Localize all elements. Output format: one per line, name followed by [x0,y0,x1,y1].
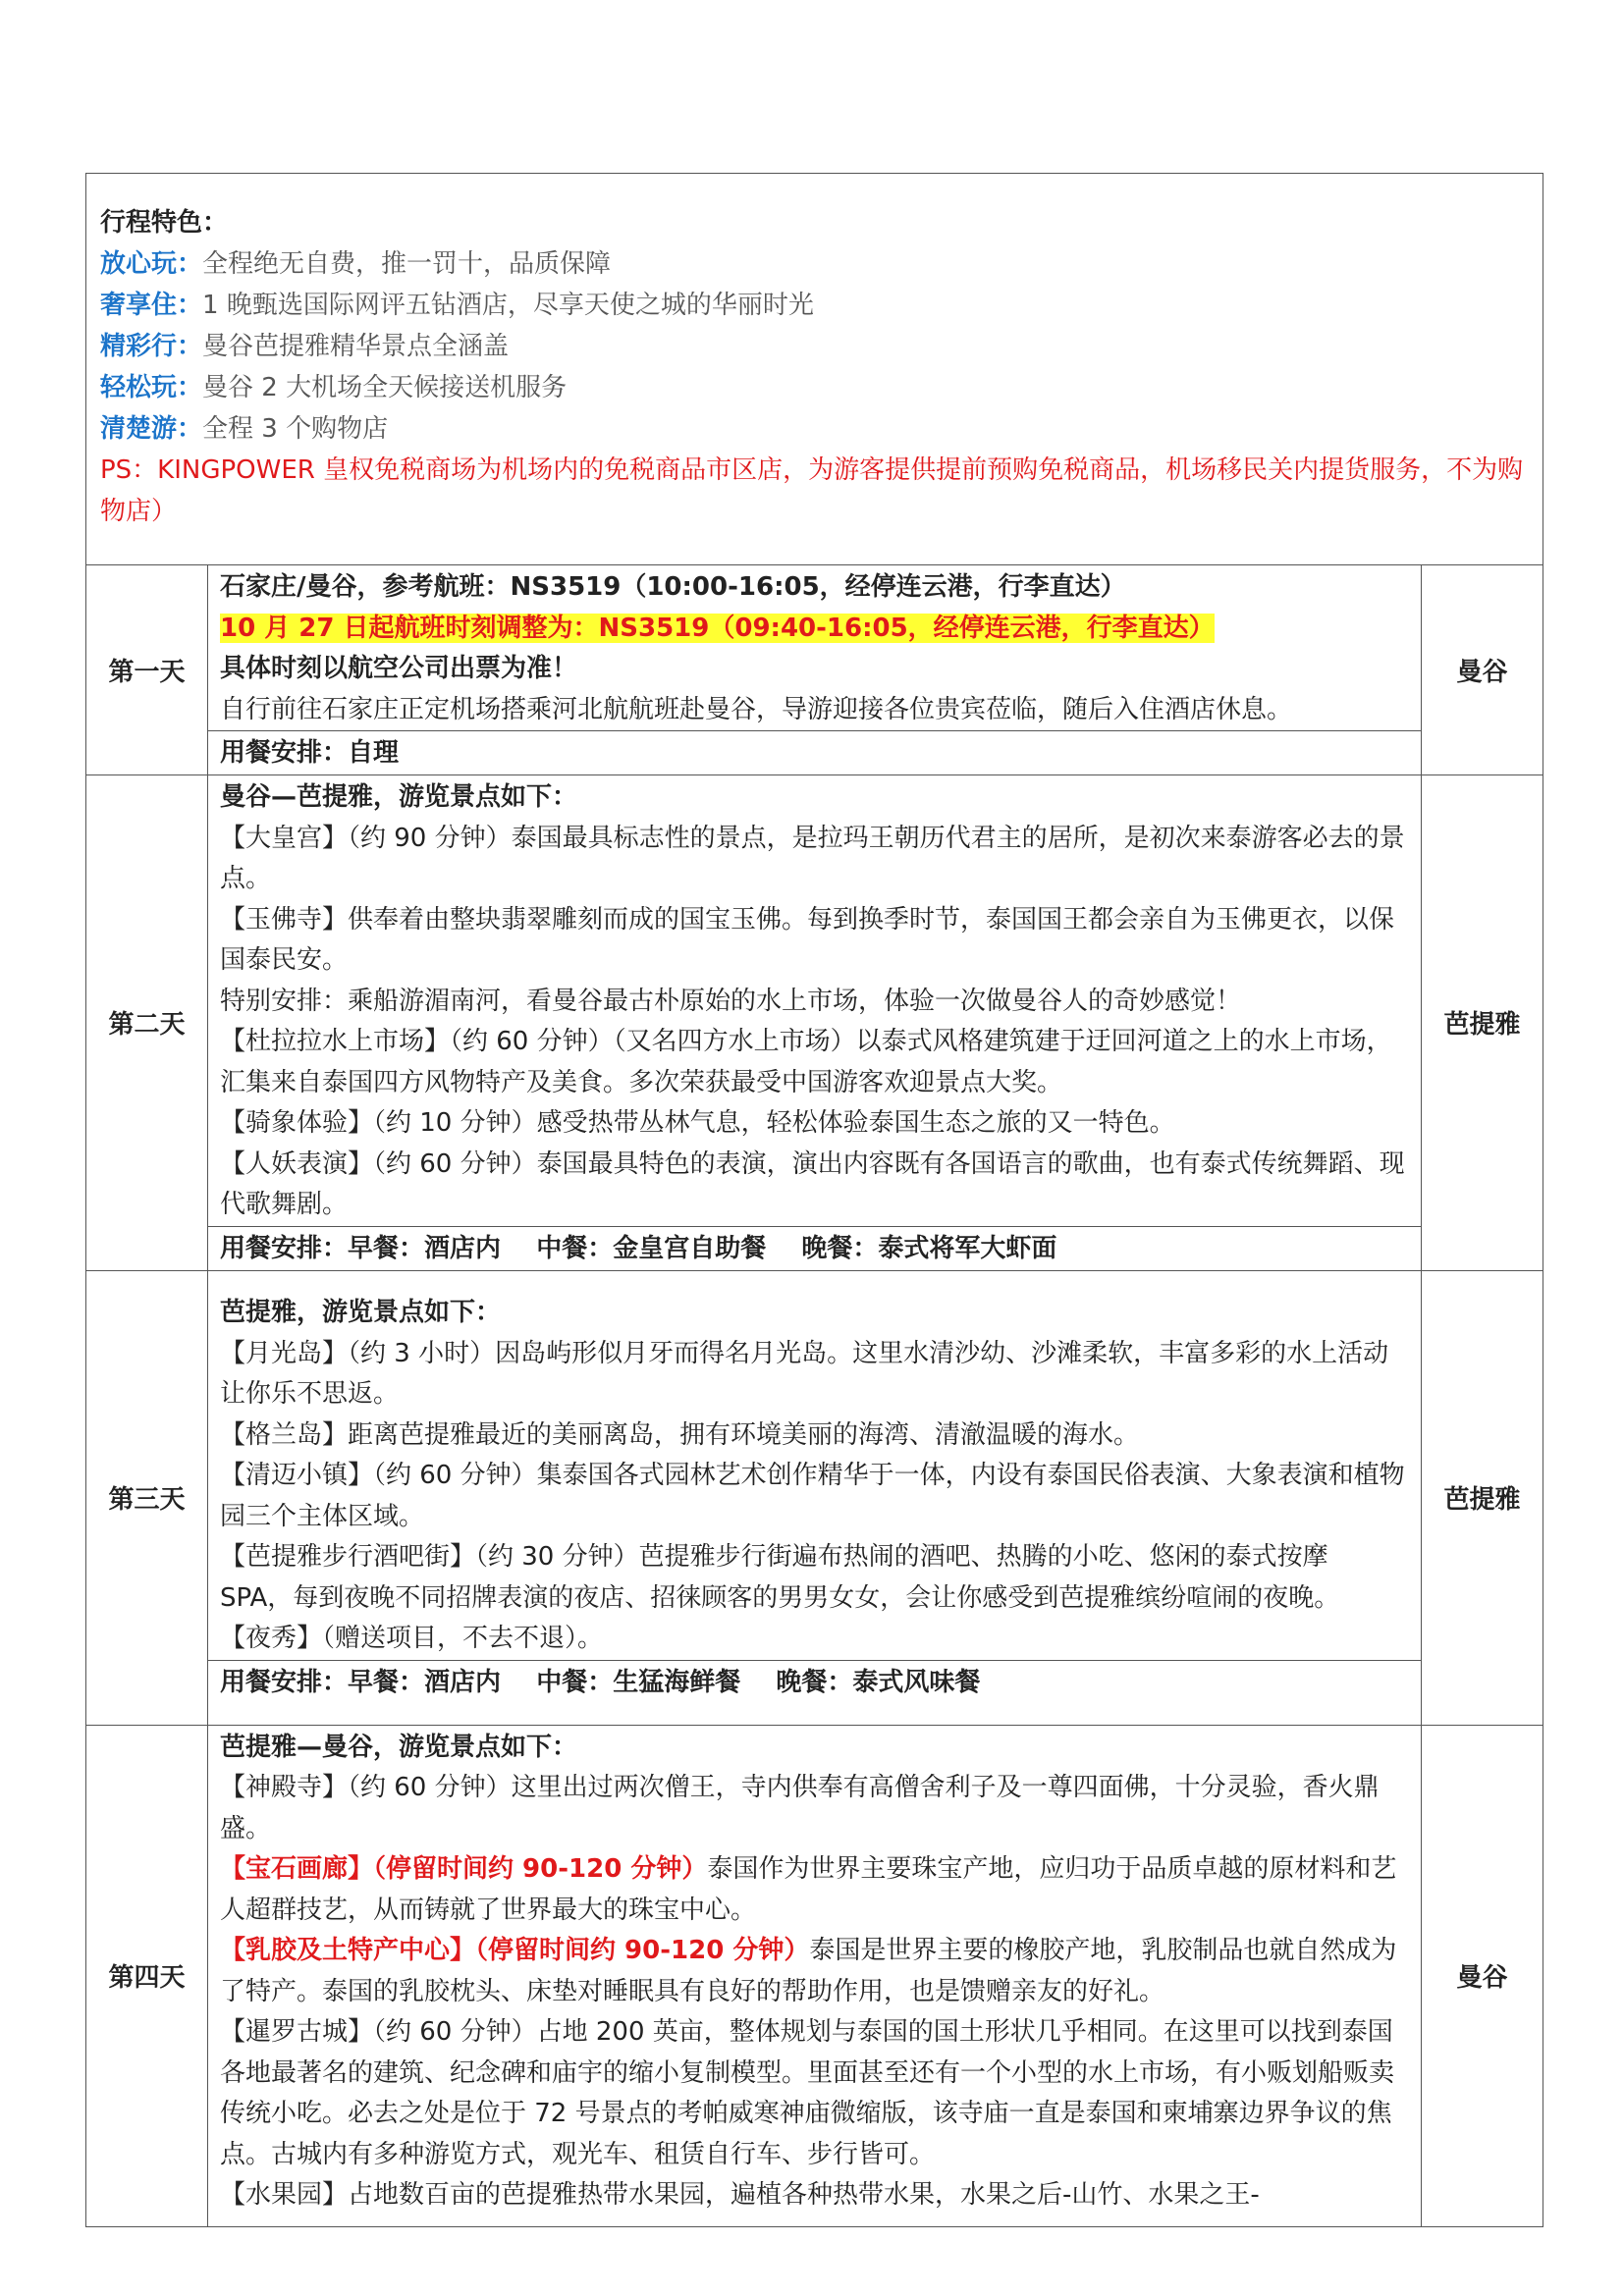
flight-disclaimer: 具体时刻以航空公司出票为准！ [220,654,578,683]
day-heading: 芭提雅，游览景点如下： [220,1298,502,1328]
day-description: 自行前往石家庄正定机场搭乘河北航航班赴曼谷，导游迎接各位贵宾莅临，随后入住酒店休息。 [220,694,1293,724]
day-location: 芭提雅 [1422,775,1543,1271]
day-heading: 芭提雅—曼谷，游览景点如下： [220,1732,578,1762]
day-label: 第一天 [86,565,208,775]
shop-desc: 泰国作为世界主要珠宝产地，应归功于品质卓越的原材料和艺人超群技艺，从而铸就了世界最大的珠宝中心。 [220,1854,1397,1925]
day-content-body [208,1726,1421,2224]
day-location: 曼谷 [1422,1725,1543,2226]
flight-change-text: 10 月 27 日起航班时刻调整为：NS3519（09:40-16:05，经停连云港，行李直达） [220,613,1215,643]
spot-paragraph: 【夜秀】（赠送项目，不去不退）。 [220,1624,604,1654]
day-content-body [208,1291,1421,1660]
spot-paragraph: 【神殿寺】（约 60 分钟）这里出过两次僧王，寺内供奉有高僧舍利子及一尊四面佛，十分灵验，香火鼎盛。 [220,1773,1380,1843]
feature-item: 奢享住：1 晚甄选国际网评五钻酒店，尽享天使之城的华丽时光 [100,291,814,320]
spot-paragraph: 【月光岛】（约 3 小时）因岛屿形似月牙而得名月光岛。这里水清沙幼、沙滩柔软，丰富多彩的水上活动让你乐不思返。 [220,1338,1389,1410]
day-heading: 曼谷—芭提雅，游览景点如下： [220,782,578,812]
day-row-3 [86,1270,1543,1725]
meal-info: 用餐安排：自理 [208,730,1421,774]
ps-note: PS：KINGPOWER 皇权免税商场为机场内的免税商品市区店，为游客提供提前预购免税商品，机场移民关内提货服务，不为购物店） [100,455,1524,526]
itinerary-page [85,173,1543,2227]
day-content-body [208,775,1421,1226]
shopping-paragraph [220,1931,1409,2012]
day-row-1 [86,565,1543,775]
day-row-4 [86,1725,1543,2226]
day-label: 第四天 [86,1725,208,2226]
day-label: 第三天 [86,1270,208,1725]
shop-name: 【宝石画廊】（停留时间约 90-120 分钟） [220,1854,708,1884]
features-cell [86,174,1543,565]
feature-item: 精彩行：曼谷芭提雅精华景点全涵盖 [100,332,510,361]
flight-change-note [220,609,1409,650]
spot-paragraph: 【芭提雅步行酒吧街】（约 30 分钟）芭提雅步行街遍布热闹的酒吧、热腾的小吃、悠闲的泰式按摩 SPA，每到夜晚不同招牌表演的夜店、招徕顾客的男男女女，会让你感受到芭提雅缤纷喧闹的夜晚。 [220,1542,1340,1613]
meal-info: 用餐安排：早餐：酒店内 中餐：金皇宫自助餐 晚餐：泰式将军大虾面 [208,1226,1421,1270]
day-location: 曼谷 [1422,565,1543,775]
shop-desc: 泰国是世界主要的橡胶产地，乳胶制品也就自然成为了特产。泰国的乳胶枕头、床垫对睡眠具有良好的帮助作用，也是馈赠亲友的好礼。 [220,1936,1397,2006]
itinerary-table [85,173,1543,2227]
spot-paragraph: 【清迈小镇】（约 60 分钟）集泰国各式园林艺术创作精华于一体，内设有泰国民俗表演、大象表演和植物园三个主体区域。 [220,1461,1405,1531]
day-label: 第二天 [86,775,208,1271]
shopping-paragraph [220,1849,1409,1931]
spot-paragraph: 【杜拉拉水上市场】（约 60 分钟）（又名四方水上市场）以泰式风格建筑建于迂回河道之上的水上市场，汇集来自泰国四方风物特产及美食。多次荣获最受中国游客欢迎景点大奖。 [220,1027,1392,1097]
day-location: 芭提雅 [1422,1270,1543,1725]
spot-paragraph: 【人妖表演】（约 60 分钟）泰国最具特色的表演，演出内容既有各国语言的歌曲，也有泰式传统舞蹈、现代歌舞剧。 [220,1148,1405,1219]
day-row-2 [86,775,1543,1271]
spot-paragraph: 【大皇宫】（约 90 分钟）泰国最具标志性的景点，是拉玛王朝历代君主的居所，是初次来泰游客必去的景点。 [220,823,1405,893]
spot-paragraph: 【暹罗古城】（约 60 分钟）占地 200 英亩，整体规划与泰国的国土形状几乎相同。在这里可以找到泰国各地最著名的建筑、纪念碑和庙宇的缩小复制模型。里面甚至还有一个小型的水上市场，有小贩划船贩卖传统小吃。必去之处是位于 72 号景点的考帕威寒神庙微缩版，该寺庙一直是泰国和柬埔寨边界争议的焦点。古城内有多种游览方式，观光车、租赁自行车、步行皆可。 [220,2017,1395,2169]
spot-paragraph: 特别安排：乘船游湄南河，看曼谷最古朴原始的水上市场，体验一次做曼谷人的奇妙感觉！ [220,986,1242,1016]
feature-item: 放心玩：全程绝无自费，推一罚十，品质保障 [100,249,612,279]
flight-info: 石家庄/曼谷，参考航班：NS3519（10:00-16:05，经停连云港，行李直达） [220,572,1126,602]
day-content [208,565,1422,775]
day-content-body [208,565,1421,730]
day-content [208,775,1422,1271]
day-content [208,1725,1422,2226]
spot-paragraph: 【水果园】占地数百亩的芭提雅热带水果园，遍植各种热带水果，水果之后-山竹、水果之王- [220,2180,1260,2210]
feature-item: 轻松玩：曼谷 2 大机场全天候接送机服务 [100,373,568,402]
spot-paragraph: 【格兰岛】距离芭提雅最近的美丽离岛，拥有环境美丽的海湾、清澈温暖的海水。 [220,1419,1140,1450]
shop-name: 【乳胶及土特产中心】（停留时间约 90-120 分钟） [220,1936,810,1965]
feature-item: 清楚游：全程 3 个购物店 [100,414,389,444]
spot-paragraph: 【骑象体验】（约 10 分钟）感受热带丛林气息，轻松体验泰国生态之旅的又一特色。 [220,1108,1175,1138]
features-row [86,174,1543,565]
day-content [208,1270,1422,1725]
features-title: 行程特色： [100,208,229,238]
meal-info: 用餐安排：早餐：酒店内 中餐：生猛海鲜餐 晚餐：泰式风味餐 [208,1660,1421,1704]
spot-paragraph: 【玉佛寺】供奉着由整块翡翠雕刻而成的国宝玉佛。每到换季时节，泰国国王都会亲自为玉佛更衣，以保国泰民安。 [220,904,1395,975]
